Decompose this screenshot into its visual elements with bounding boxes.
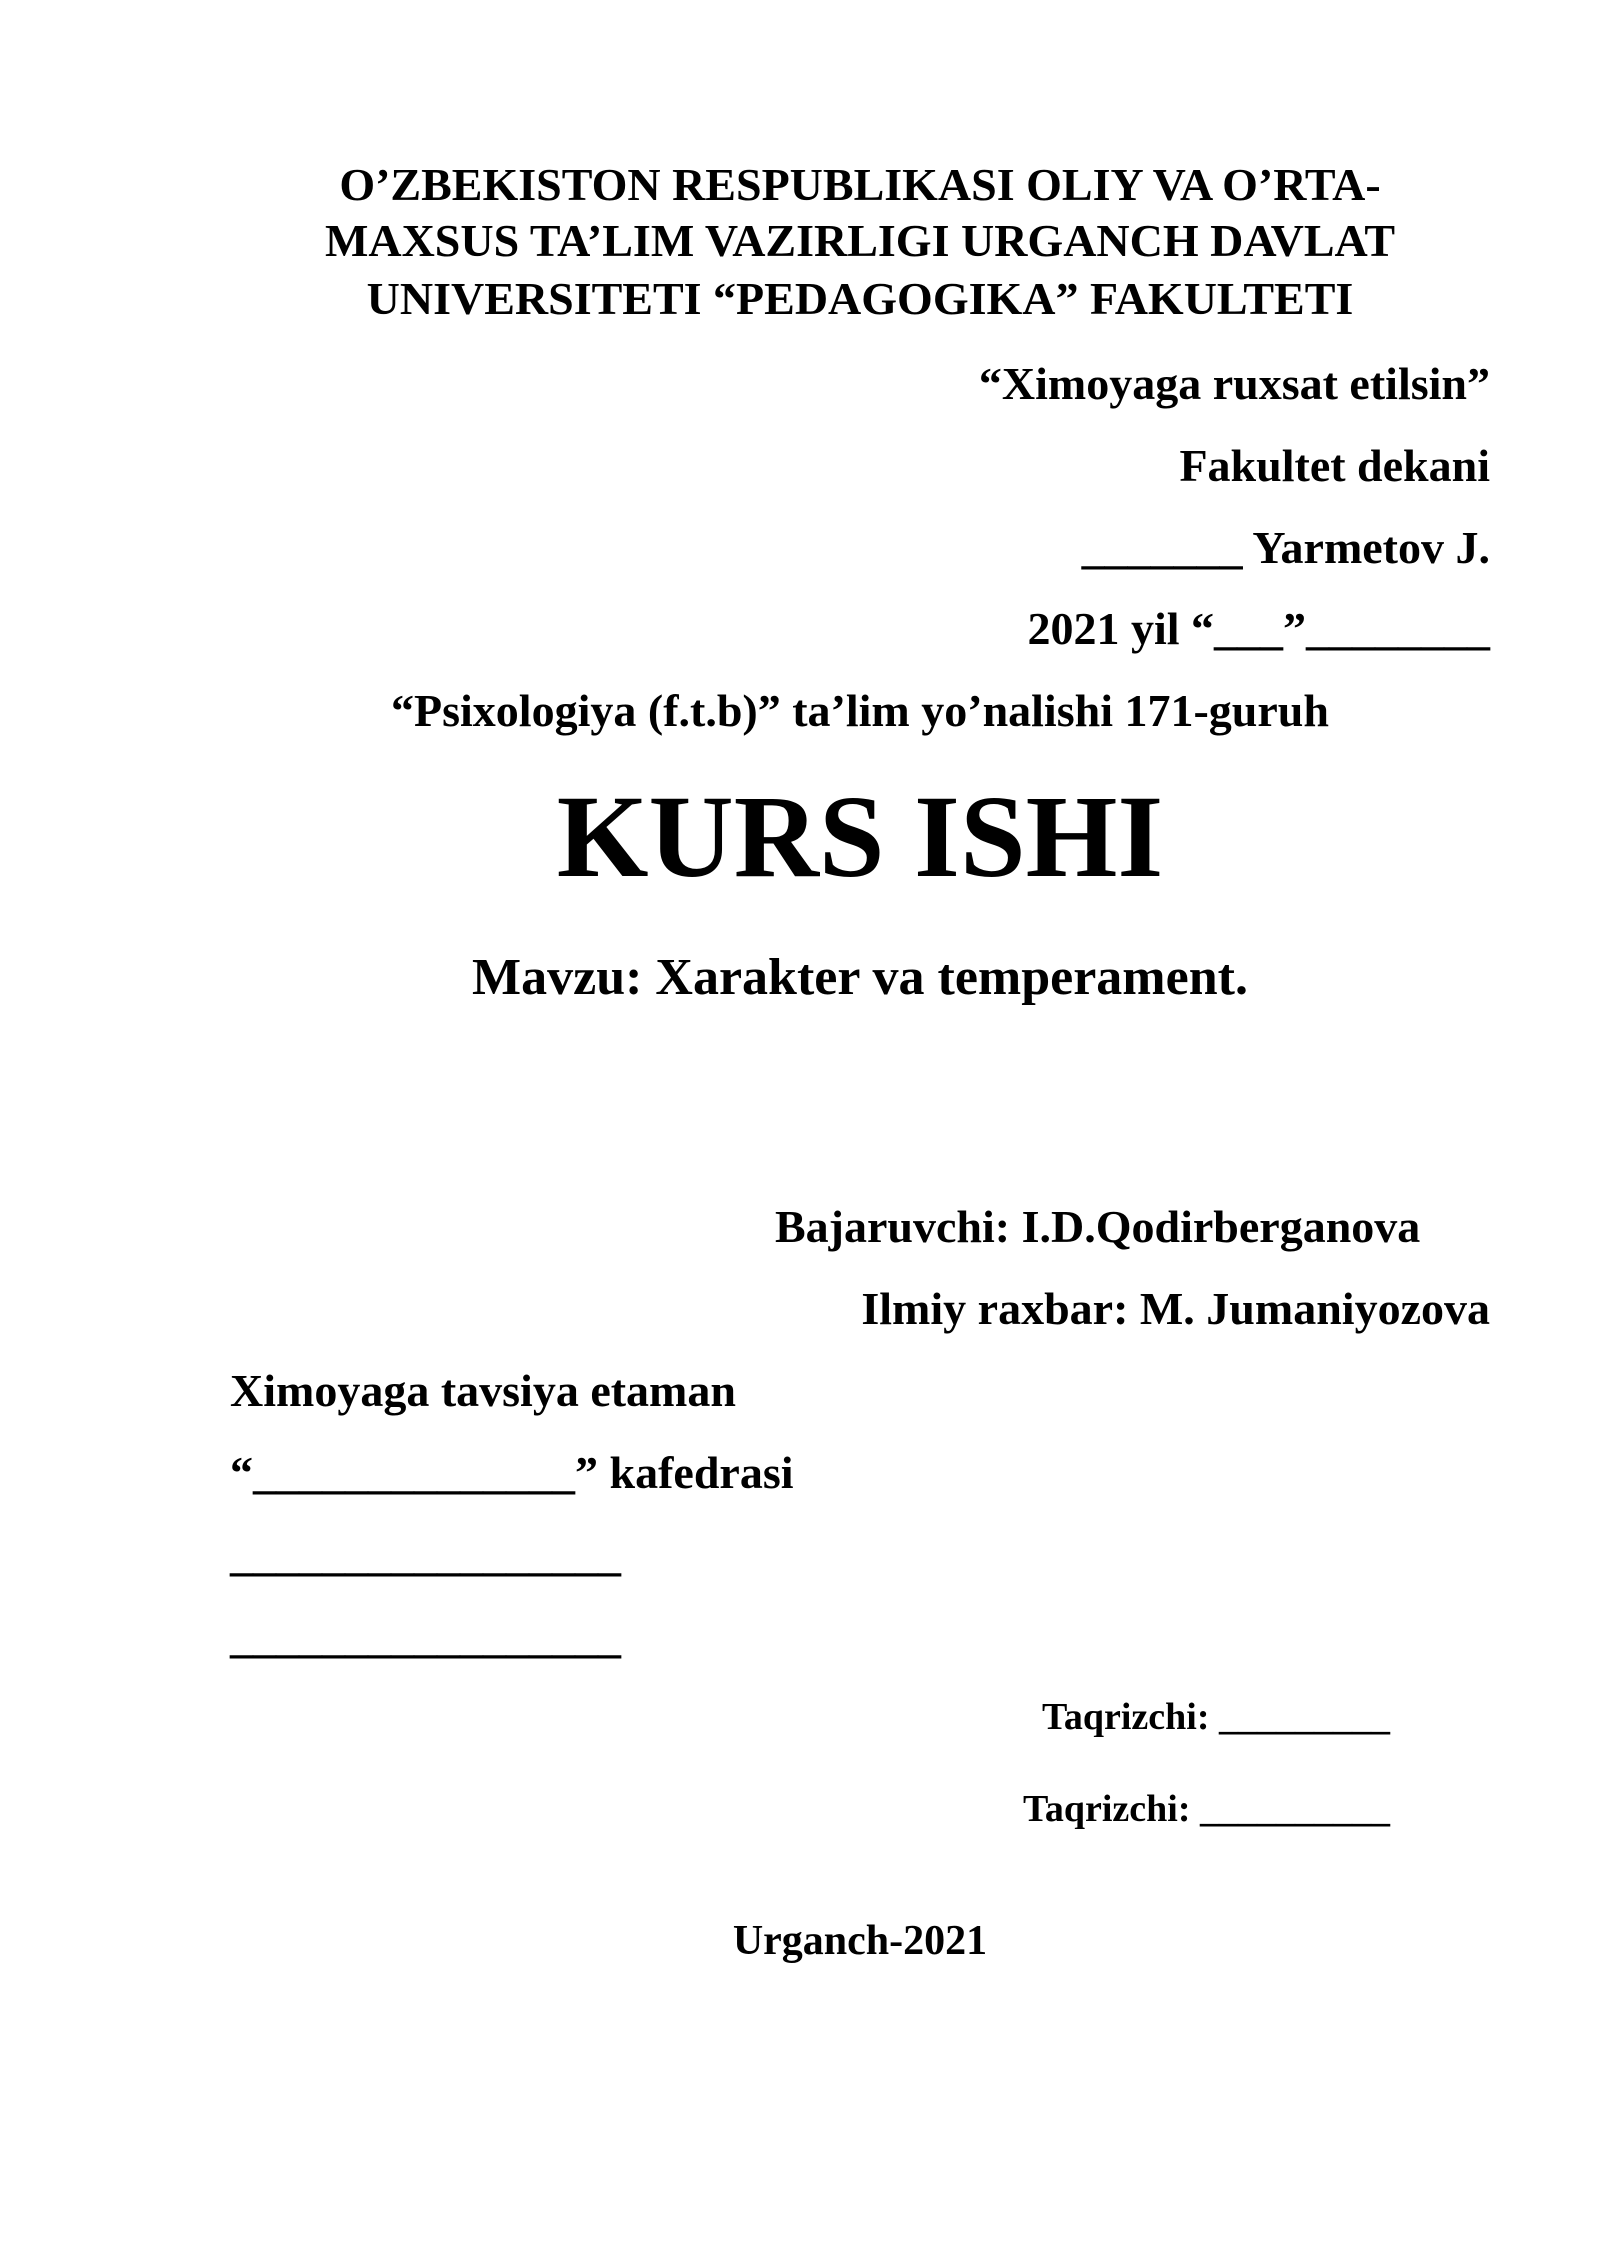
header-line-2: MAXSUS TA’LIM VAZIRLIGI URGANCH DAVLAT (324, 215, 1396, 266)
recommendation-heading: Ximoyaga tavsiya etaman (230, 1365, 736, 1416)
dean-signature: _______ Yarmetov J. (1081, 522, 1490, 573)
approval-date: 2021 yil “___”________ (1027, 603, 1490, 654)
approval-permission: “Ximoyaga ruxsat etilsin” (978, 358, 1490, 409)
department-line: “______________” kafedrasi (230, 1447, 794, 1498)
signature-line-1: _________________ (230, 1529, 621, 1580)
header-line-3: UNIVERSITETI “PEDAGOGIKA” FAKULTETI (366, 273, 1354, 324)
topic: Mavzu: Xarakter va temperament. (472, 949, 1248, 1006)
city-year: Urganch-2021 (732, 1918, 988, 1964)
supervisor: Ilmiy raxbar: M. Jumaniyozova (861, 1283, 1490, 1334)
performer: Bajaruvchi: I.D.Qodirberganova (775, 1201, 1421, 1252)
main-title: KURS ISHI (556, 771, 1164, 902)
header-line-1: O’ZBEKISTON RESPUBLIKASI OLIY VA O’RTA- (339, 159, 1381, 210)
dean-title: Fakultet dekani (1179, 440, 1490, 491)
group-line: “Psixologiya (f.t.b)” ta’lim yo’nalishi 171-guruh (391, 685, 1329, 736)
reviewer-2: Taqrizchi: __________ (1023, 1788, 1390, 1830)
reviewer-1: Taqrizchi: _________ (1042, 1696, 1390, 1738)
signature-line-2: _________________ (230, 1611, 621, 1662)
